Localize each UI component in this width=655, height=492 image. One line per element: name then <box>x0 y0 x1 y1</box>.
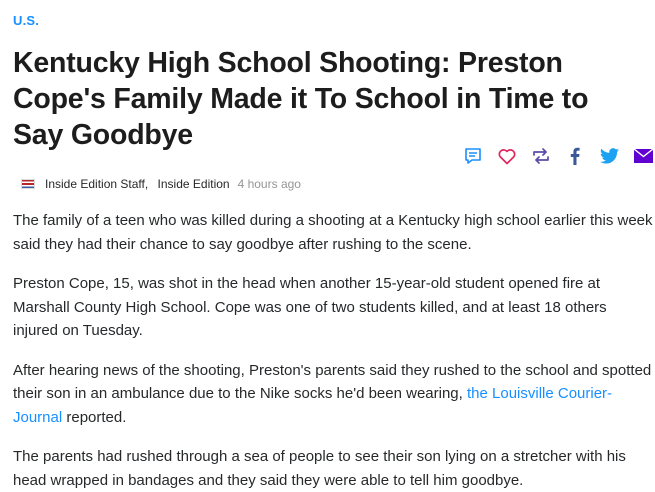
mail-icon[interactable] <box>633 146 653 166</box>
byline <box>13 172 653 196</box>
provider-logo-icon <box>21 179 35 189</box>
paragraph: After hearing news of the shooting, Preston's parents said they rushed to the school and spotted their son in an ambulance due to the Nike socks he'd been wearing, the Louisville Courier-Journal reported. <box>13 361 652 426</box>
share-bar <box>449 146 653 166</box>
publish-time: 4 hours ago <box>237 177 301 191</box>
facebook-icon[interactable] <box>565 146 585 166</box>
retweet-icon[interactable] <box>531 146 551 166</box>
article-body <box>13 209 653 492</box>
author-name: Inside Edition Staff, <box>45 177 149 191</box>
paragraph: The parents had rushed through a sea of people to see their son lying on a stretcher with his head wrapped in bandages and they said they were able to tell him goodbye. <box>13 448 626 489</box>
heart-icon[interactable] <box>497 146 517 166</box>
paragraph: Preston Cope, 15, was shot in the head when another 15-year-old student opened fire at Marshall County High School. Cope was one of two students killed, and at least 18 others injured on Tuesday. <box>13 275 607 339</box>
courier-journal-link[interactable]: the Louisville Courier-Journal <box>13 385 613 426</box>
provider-name[interactable]: Inside Edition <box>157 177 230 191</box>
paragraph: The family of a teen who was killed during a shooting at a Kentucky high school earlier this week said they had their chance to say goodbye after rushing to the scene. <box>13 212 653 253</box>
comment-icon[interactable] <box>463 146 483 166</box>
article-title: Kentucky High School Shooting: Preston Cope's Family Made it To School in Time to Say Goodbye <box>13 47 589 151</box>
twitter-icon[interactable] <box>599 146 619 166</box>
section-label[interactable]: U.S. <box>13 13 40 28</box>
